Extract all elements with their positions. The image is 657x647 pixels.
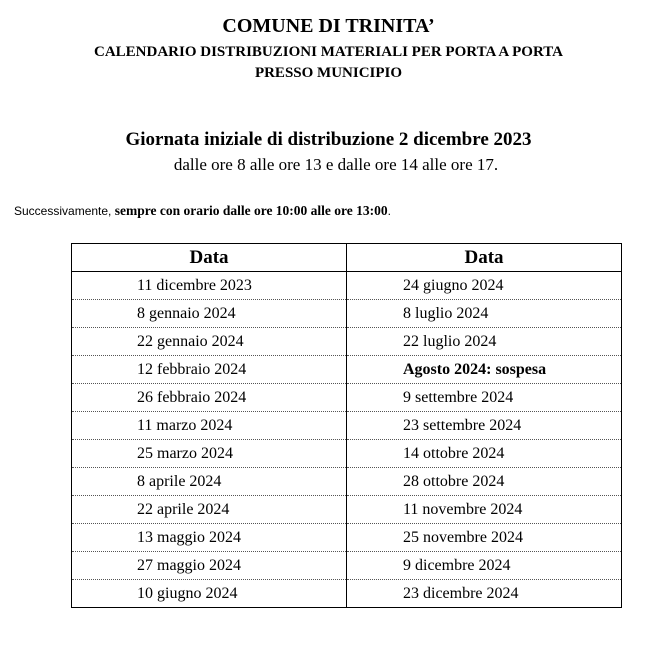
initial-distribution-hours: dalle ore 8 alle ore 13 e dalle ore 14 alle ore 17. [173, 155, 499, 174]
table-row [72, 496, 622, 524]
table-row [72, 356, 622, 384]
document-title: COMUNE DI TRINITA’ [222, 15, 435, 37]
table-row [72, 272, 622, 300]
document-location: PRESSO MUNICIPIO [254, 65, 403, 81]
date-cell-right: 23 settembre 2024 [347, 412, 622, 440]
date-cell-left: 13 maggio 2024 [72, 524, 347, 552]
date-cell-left: 12 febbraio 2024 [72, 356, 347, 384]
date-cell-left: 10 giugno 2024 [72, 580, 347, 608]
table-row [72, 440, 622, 468]
table-row [72, 580, 622, 608]
column-header-date-left: Data [72, 244, 347, 272]
schedule-note [14, 202, 391, 220]
date-cell-left: 25 marzo 2024 [72, 440, 347, 468]
table-row [72, 328, 622, 356]
date-cell-right: 11 novembre 2024 [347, 496, 622, 524]
date-cell-left: 22 gennaio 2024 [72, 328, 347, 356]
schedule-note-suffix: . [387, 204, 392, 218]
schedule-note-hours: sempre con orario dalle ore 10:00 alle ore 13:00 [114, 203, 388, 218]
table-row [72, 300, 622, 328]
date-cell-right: 22 luglio 2024 [347, 328, 622, 356]
schedule-note-prefix: Successivamente, [14, 204, 115, 218]
date-cell-left: 8 gennaio 2024 [72, 300, 347, 328]
table-row [72, 524, 622, 552]
date-cell-left: 27 maggio 2024 [72, 552, 347, 580]
date-cell-left: 11 dicembre 2023 [72, 272, 347, 300]
table-row [72, 412, 622, 440]
suspended-month-cell: Agosto 2024: sospesa [347, 356, 622, 384]
date-cell-left: 8 aprile 2024 [72, 468, 347, 496]
date-cell-right: 8 luglio 2024 [347, 300, 622, 328]
date-cell-left: 11 marzo 2024 [72, 412, 347, 440]
table-row [72, 552, 622, 580]
date-cell-left: 22 aprile 2024 [72, 496, 347, 524]
date-cell-right: 25 novembre 2024 [347, 524, 622, 552]
distribution-calendar-table [71, 243, 622, 608]
date-cell-right: 9 dicembre 2024 [347, 552, 622, 580]
date-cell-right: 14 ottobre 2024 [347, 440, 622, 468]
table-header-row [72, 244, 622, 272]
date-cell-left: 26 febbraio 2024 [72, 384, 347, 412]
table-row [72, 384, 622, 412]
column-header-date-right: Data [347, 244, 622, 272]
date-cell-right: 9 settembre 2024 [347, 384, 622, 412]
initial-distribution-heading: Giornata iniziale di distribuzione 2 dicembre 2023 [125, 129, 532, 150]
table-row [72, 468, 622, 496]
date-cell-right: 24 giugno 2024 [347, 272, 622, 300]
date-cell-right: 28 ottobre 2024 [347, 468, 622, 496]
document-subtitle: CALENDARIO DISTRIBUZIONI MATERIALI PER PORTA A PORTA [93, 44, 563, 60]
date-cell-right: 23 dicembre 2024 [347, 580, 622, 608]
